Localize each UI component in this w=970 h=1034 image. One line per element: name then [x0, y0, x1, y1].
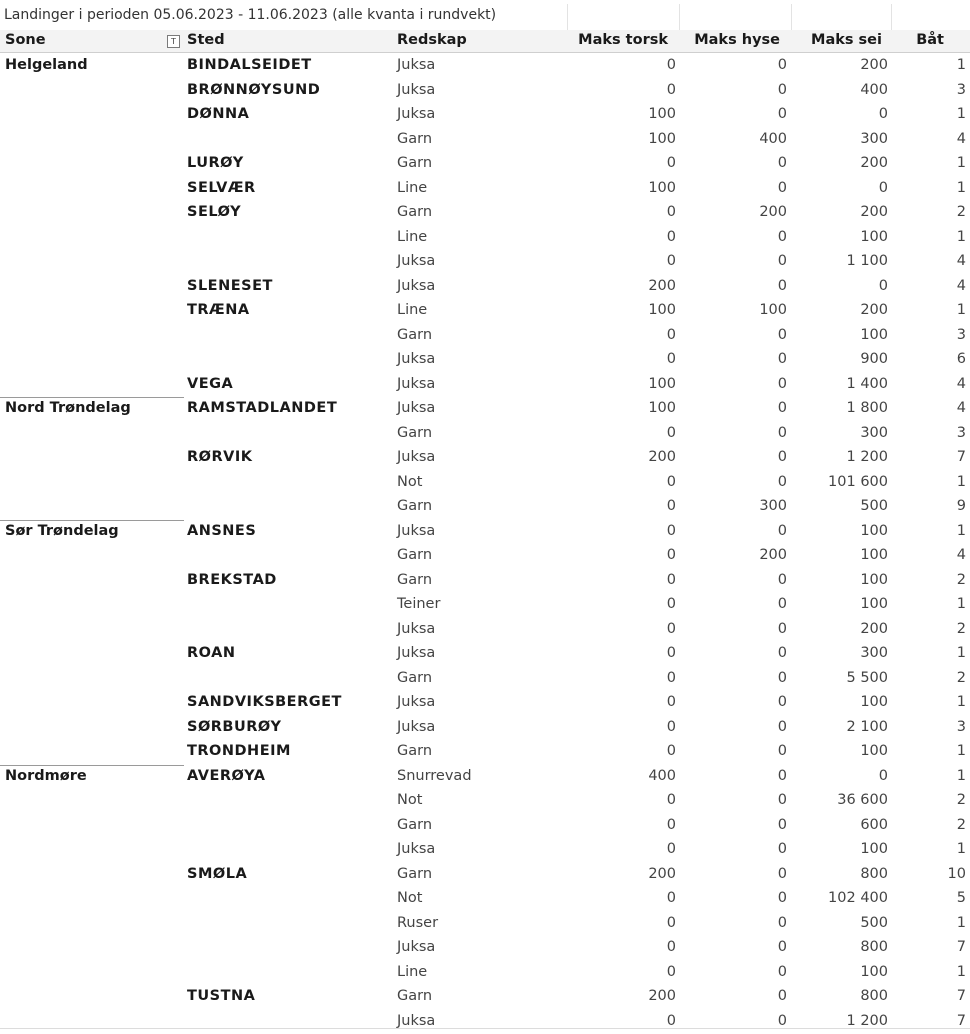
maks-sei-cell: 0 — [879, 278, 888, 294]
maks-torsk-cell: 0 — [667, 670, 676, 686]
maks-torsk-cell: 0 — [667, 890, 676, 906]
maks-hyse-cell: 0 — [778, 866, 787, 882]
table-row — [0, 691, 970, 716]
redskap-cell: Garn — [397, 425, 432, 441]
maks-hyse-cell: 0 — [778, 915, 787, 931]
maks-hyse-cell: 0 — [778, 1013, 787, 1029]
redskap-cell: Line — [397, 229, 427, 245]
bat-cell: 5 — [957, 890, 966, 906]
table-row — [0, 569, 970, 594]
maks-hyse-cell: 300 — [759, 498, 787, 514]
table-row — [0, 936, 970, 961]
redskap-cell: Juksa — [397, 278, 435, 294]
sted-cell: SMØLA — [187, 866, 247, 882]
sted-cell: ROAN — [187, 645, 235, 661]
maks-hyse-cell: 0 — [778, 449, 787, 465]
maks-sei-cell: 100 — [860, 694, 888, 710]
maks-hyse-cell: 200 — [759, 204, 787, 220]
redskap-cell: Garn — [397, 670, 432, 686]
maks-sei-cell: 1 800 — [846, 400, 888, 416]
redskap-cell: Juksa — [397, 621, 435, 637]
maks-torsk-cell: 0 — [667, 621, 676, 637]
maks-torsk-cell: 0 — [667, 253, 676, 269]
maks-hyse-cell: 0 — [778, 817, 787, 833]
maks-hyse-cell: 0 — [778, 278, 787, 294]
redskap-cell: Teiner — [397, 596, 440, 612]
table-row — [0, 863, 970, 888]
maks-hyse-cell: 0 — [778, 180, 787, 196]
table-row — [0, 887, 970, 912]
maks-hyse-cell: 0 — [778, 572, 787, 588]
bat-cell: 1 — [957, 964, 966, 980]
maks-sei-cell: 100 — [860, 743, 888, 759]
bat-cell: 2 — [957, 817, 966, 833]
table-row — [0, 520, 970, 545]
title-cell — [791, 4, 892, 30]
table-row — [0, 961, 970, 986]
table-row — [0, 667, 970, 692]
maks-sei-cell: 100 — [860, 572, 888, 588]
maks-torsk-cell: 0 — [667, 547, 676, 563]
sted-cell: TUSTNA — [187, 988, 255, 1004]
bat-cell: 7 — [957, 449, 966, 465]
maks-sei-cell: 300 — [860, 425, 888, 441]
bat-cell: 2 — [957, 572, 966, 588]
table-row — [0, 593, 970, 618]
maks-torsk-cell: 0 — [667, 719, 676, 735]
redskap-cell: Juksa — [397, 57, 435, 73]
table-row — [0, 128, 970, 153]
redskap-cell: Snurrevad — [397, 768, 472, 784]
maks-hyse-cell: 0 — [778, 82, 787, 98]
maks-torsk-cell: 0 — [667, 841, 676, 857]
table-row — [0, 740, 970, 765]
bat-cell: 1 — [957, 474, 966, 490]
redskap-cell: Line — [397, 964, 427, 980]
maks-sei-cell: 102 400 — [828, 890, 888, 906]
maks-torsk-cell: 100 — [648, 180, 676, 196]
redskap-cell: Juksa — [397, 645, 435, 661]
table-row — [0, 103, 970, 128]
maks-hyse-cell: 0 — [778, 621, 787, 637]
redskap-cell: Garn — [397, 743, 432, 759]
redskap-cell: Not — [397, 890, 422, 906]
sted-cell: SELVÆR — [187, 180, 256, 196]
maks-sei-cell: 0 — [879, 180, 888, 196]
bat-cell: 1 — [957, 229, 966, 245]
header-row — [0, 30, 970, 53]
redskap-cell: Juksa — [397, 400, 435, 416]
bat-cell: 3 — [957, 425, 966, 441]
maks-hyse-cell: 0 — [778, 792, 787, 808]
maks-torsk-cell: 0 — [667, 523, 676, 539]
table-row — [0, 912, 970, 937]
zone-separator — [0, 520, 184, 521]
redskap-cell: Juksa — [397, 351, 435, 367]
maks-torsk-cell: 100 — [648, 106, 676, 122]
maks-torsk-cell: 0 — [667, 498, 676, 514]
redskap-cell: Juksa — [397, 82, 435, 98]
sted-cell: RØRVIK — [187, 449, 253, 465]
sted-cell: TRONDHEIM — [187, 743, 291, 759]
maks-sei-cell: 100 — [860, 596, 888, 612]
maks-torsk-cell: 0 — [667, 572, 676, 588]
sted-cell: SANDVIKSBERGET — [187, 694, 342, 710]
sted-cell: SLENESET — [187, 278, 273, 294]
bat-cell: 1 — [957, 768, 966, 784]
bat-cell: 1 — [957, 694, 966, 710]
bat-cell: 4 — [957, 547, 966, 563]
table-row — [0, 348, 970, 373]
maks-torsk-cell: 0 — [667, 743, 676, 759]
redskap-cell: Garn — [397, 988, 432, 1004]
table-row — [0, 765, 970, 790]
redskap-cell: Garn — [397, 155, 432, 171]
maks-hyse-cell: 0 — [778, 106, 787, 122]
maks-hyse-cell: 0 — [778, 743, 787, 759]
table-row — [0, 446, 970, 471]
table-row — [0, 814, 970, 839]
maks-torsk-cell: 0 — [667, 817, 676, 833]
table-row — [0, 79, 970, 104]
maks-sei-cell: 600 — [860, 817, 888, 833]
sone-cell: Nord Trøndelag — [5, 400, 131, 416]
maks-hyse-cell: 0 — [778, 841, 787, 857]
maks-torsk-cell: 0 — [667, 229, 676, 245]
maks-sei-cell: 800 — [860, 939, 888, 955]
maks-torsk-cell: 0 — [667, 792, 676, 808]
maks-sei-cell: 1 100 — [846, 253, 888, 269]
bat-cell: 1 — [957, 57, 966, 73]
table-row — [0, 373, 970, 398]
maks-hyse-cell: 0 — [778, 939, 787, 955]
maks-sei-cell: 300 — [860, 131, 888, 147]
header-maks-sei[interactable]: Maks sei — [811, 32, 882, 48]
redskap-cell: Not — [397, 792, 422, 808]
table-row — [0, 152, 970, 177]
bat-cell: 1 — [957, 106, 966, 122]
maks-hyse-cell: 0 — [778, 964, 787, 980]
redskap-cell: Not — [397, 474, 422, 490]
maks-torsk-cell: 200 — [648, 278, 676, 294]
maks-torsk-cell: 0 — [667, 82, 676, 98]
sted-cell: AVERØYA — [187, 768, 265, 784]
bat-cell: 3 — [957, 719, 966, 735]
redskap-cell: Juksa — [397, 719, 435, 735]
redskap-cell: Line — [397, 180, 427, 196]
maks-torsk-cell: 0 — [667, 351, 676, 367]
sted-cell: SELØY — [187, 204, 241, 220]
redskap-cell: Garn — [397, 131, 432, 147]
table-row — [0, 201, 970, 226]
maks-sei-cell: 300 — [860, 645, 888, 661]
maks-torsk-cell: 0 — [667, 645, 676, 661]
title-cell — [567, 4, 679, 30]
bat-cell: 7 — [957, 988, 966, 1004]
zone-separator — [0, 765, 184, 766]
header-sted[interactable]: Sted — [187, 32, 225, 48]
bat-cell: 1 — [957, 841, 966, 857]
maks-sei-cell: 200 — [860, 302, 888, 318]
maks-sei-cell: 2 100 — [846, 719, 888, 735]
redskap-cell: Ruser — [397, 915, 438, 931]
maks-sei-cell: 100 — [860, 841, 888, 857]
maks-torsk-cell: 200 — [648, 988, 676, 1004]
sted-cell: BRØNNØYSUND — [187, 82, 320, 98]
zone-separator — [0, 397, 184, 398]
header-maks-torsk[interactable]: Maks torsk — [578, 32, 668, 48]
bat-cell: 1 — [957, 596, 966, 612]
maks-torsk-cell: 0 — [667, 57, 676, 73]
table-row — [0, 471, 970, 496]
header-maks-hyse[interactable]: Maks hyse — [694, 32, 780, 48]
table-row — [0, 275, 970, 300]
sted-cell: VEGA — [187, 376, 233, 392]
maks-sei-cell: 900 — [860, 351, 888, 367]
table-row — [0, 299, 970, 324]
maks-hyse-cell: 0 — [778, 474, 787, 490]
maks-sei-cell: 800 — [860, 988, 888, 1004]
table-title: Landinger i perioden 05.06.2023 - 11.06.2023 (alle kvanta i rundvekt) — [4, 7, 496, 23]
maks-torsk-cell: 0 — [667, 694, 676, 710]
table-row — [0, 716, 970, 741]
maks-torsk-cell: 0 — [667, 915, 676, 931]
bat-cell: 1 — [957, 645, 966, 661]
bat-cell: 4 — [957, 400, 966, 416]
table-body — [0, 54, 970, 1034]
maks-sei-cell: 100 — [860, 327, 888, 343]
maks-sei-cell: 36 600 — [837, 792, 888, 808]
maks-hyse-cell: 0 — [778, 155, 787, 171]
maks-hyse-cell: 0 — [778, 645, 787, 661]
maks-torsk-cell: 0 — [667, 596, 676, 612]
maks-sei-cell: 100 — [860, 964, 888, 980]
bat-cell: 9 — [957, 498, 966, 514]
maks-sei-cell: 100 — [860, 547, 888, 563]
header-sone[interactable]: Sone — [5, 32, 46, 48]
maks-hyse-cell: 0 — [778, 719, 787, 735]
redskap-cell: Juksa — [397, 253, 435, 269]
header-bat[interactable]: Båt — [916, 32, 944, 48]
bat-cell: 2 — [957, 204, 966, 220]
table-row — [0, 838, 970, 863]
table-row — [0, 226, 970, 251]
title-cell — [891, 4, 970, 30]
maks-hyse-cell: 0 — [778, 890, 787, 906]
bat-cell: 10 — [948, 866, 966, 882]
bat-cell: 4 — [957, 253, 966, 269]
redskap-cell: Juksa — [397, 106, 435, 122]
maks-torsk-cell: 200 — [648, 449, 676, 465]
redskap-cell: Garn — [397, 817, 432, 833]
bat-cell: 4 — [957, 278, 966, 294]
table-bottom-border — [0, 1028, 970, 1029]
maks-sei-cell: 1 400 — [846, 376, 888, 392]
redskap-cell: Juksa — [397, 694, 435, 710]
maks-sei-cell: 101 600 — [828, 474, 888, 490]
maks-hyse-cell: 0 — [778, 523, 787, 539]
sted-cell: DØNNA — [187, 106, 249, 122]
sted-cell: BINDALSEIDET — [187, 57, 312, 73]
header-redskap[interactable]: Redskap — [397, 32, 467, 48]
sone-cell: Sør Trøndelag — [5, 523, 119, 539]
maks-torsk-cell: 100 — [648, 376, 676, 392]
maks-hyse-cell: 0 — [778, 596, 787, 612]
maks-hyse-cell: 0 — [778, 57, 787, 73]
table-row — [0, 789, 970, 814]
redskap-cell: Juksa — [397, 1013, 435, 1029]
maks-sei-cell: 100 — [860, 229, 888, 245]
table-row — [0, 618, 970, 643]
table-row — [0, 544, 970, 569]
maks-sei-cell: 100 — [860, 523, 888, 539]
maks-torsk-cell: 0 — [667, 939, 676, 955]
bat-cell: 1 — [957, 302, 966, 318]
redskap-cell: Juksa — [397, 523, 435, 539]
redskap-cell: Juksa — [397, 939, 435, 955]
sted-cell: SØRBURØY — [187, 719, 282, 735]
maks-sei-cell: 200 — [860, 204, 888, 220]
sted-cell: LURØY — [187, 155, 244, 171]
bat-cell: 4 — [957, 376, 966, 392]
table-row — [0, 1010, 970, 1034]
maks-hyse-cell: 0 — [778, 229, 787, 245]
maks-torsk-cell: 100 — [648, 400, 676, 416]
maks-sei-cell: 500 — [860, 498, 888, 514]
redskap-cell: Garn — [397, 572, 432, 588]
redskap-cell: Line — [397, 302, 427, 318]
redskap-cell: Garn — [397, 866, 432, 882]
maks-hyse-cell: 0 — [778, 327, 787, 343]
maks-sei-cell: 400 — [860, 82, 888, 98]
maks-hyse-cell: 0 — [778, 400, 787, 416]
maks-torsk-cell: 0 — [667, 964, 676, 980]
table-row — [0, 642, 970, 667]
table-row — [0, 177, 970, 202]
maks-hyse-cell: 0 — [778, 768, 787, 784]
maks-torsk-cell: 0 — [667, 474, 676, 490]
maks-sei-cell: 1 200 — [846, 1013, 888, 1029]
sted-cell: RAMSTADLANDET — [187, 400, 337, 416]
maks-sei-cell: 200 — [860, 57, 888, 73]
bat-cell: 3 — [957, 327, 966, 343]
bat-cell: 6 — [957, 351, 966, 367]
redskap-cell: Garn — [397, 204, 432, 220]
sted-cell: ANSNES — [187, 523, 256, 539]
maks-torsk-cell: 0 — [667, 155, 676, 171]
title-cell — [679, 4, 791, 30]
maks-sei-cell: 200 — [860, 621, 888, 637]
table-row — [0, 422, 970, 447]
maks-hyse-cell: 200 — [759, 547, 787, 563]
filter-icon[interactable]: T — [167, 35, 180, 48]
redskap-cell: Juksa — [397, 841, 435, 857]
redskap-cell: Garn — [397, 547, 432, 563]
maks-sei-cell: 5 500 — [846, 670, 888, 686]
maks-hyse-cell: 0 — [778, 351, 787, 367]
maks-torsk-cell: 0 — [667, 1013, 676, 1029]
sone-cell: Nordmøre — [5, 768, 87, 784]
bat-cell: 3 — [957, 82, 966, 98]
table-row — [0, 324, 970, 349]
bat-cell: 1 — [957, 915, 966, 931]
maks-hyse-cell: 0 — [778, 670, 787, 686]
maks-hyse-cell: 400 — [759, 131, 787, 147]
maks-hyse-cell: 0 — [778, 425, 787, 441]
bat-cell: 7 — [957, 1013, 966, 1029]
maks-torsk-cell: 0 — [667, 425, 676, 441]
maks-hyse-cell: 0 — [778, 988, 787, 1004]
maks-hyse-cell: 0 — [778, 376, 787, 392]
maks-sei-cell: 1 200 — [846, 449, 888, 465]
table-row — [0, 495, 970, 520]
redskap-cell: Juksa — [397, 449, 435, 465]
sted-cell: TRÆNA — [187, 302, 250, 318]
redskap-cell: Garn — [397, 327, 432, 343]
title-bar — [0, 4, 970, 30]
maks-hyse-cell: 100 — [759, 302, 787, 318]
maks-torsk-cell: 100 — [648, 131, 676, 147]
bat-cell: 1 — [957, 180, 966, 196]
maks-sei-cell: 0 — [879, 106, 888, 122]
redskap-cell: Juksa — [397, 376, 435, 392]
bat-cell: 2 — [957, 792, 966, 808]
bat-cell: 7 — [957, 939, 966, 955]
maks-sei-cell: 200 — [860, 155, 888, 171]
maks-torsk-cell: 200 — [648, 866, 676, 882]
maks-sei-cell: 800 — [860, 866, 888, 882]
maks-hyse-cell: 0 — [778, 253, 787, 269]
bat-cell: 2 — [957, 670, 966, 686]
table-row — [0, 54, 970, 79]
maks-torsk-cell: 0 — [667, 204, 676, 220]
table-row — [0, 985, 970, 1010]
maks-torsk-cell: 100 — [648, 302, 676, 318]
redskap-cell: Garn — [397, 498, 432, 514]
maks-hyse-cell: 0 — [778, 694, 787, 710]
maks-torsk-cell: 0 — [667, 327, 676, 343]
bat-cell: 2 — [957, 621, 966, 637]
bat-cell: 1 — [957, 743, 966, 759]
table-row — [0, 250, 970, 275]
sted-cell: BREKSTAD — [187, 572, 277, 588]
maks-sei-cell: 0 — [879, 768, 888, 784]
table-row — [0, 397, 970, 422]
maks-sei-cell: 500 — [860, 915, 888, 931]
sone-cell: Helgeland — [5, 57, 88, 73]
bat-cell: 1 — [957, 155, 966, 171]
bat-cell: 1 — [957, 523, 966, 539]
bat-cell: 4 — [957, 131, 966, 147]
maks-torsk-cell: 400 — [648, 768, 676, 784]
